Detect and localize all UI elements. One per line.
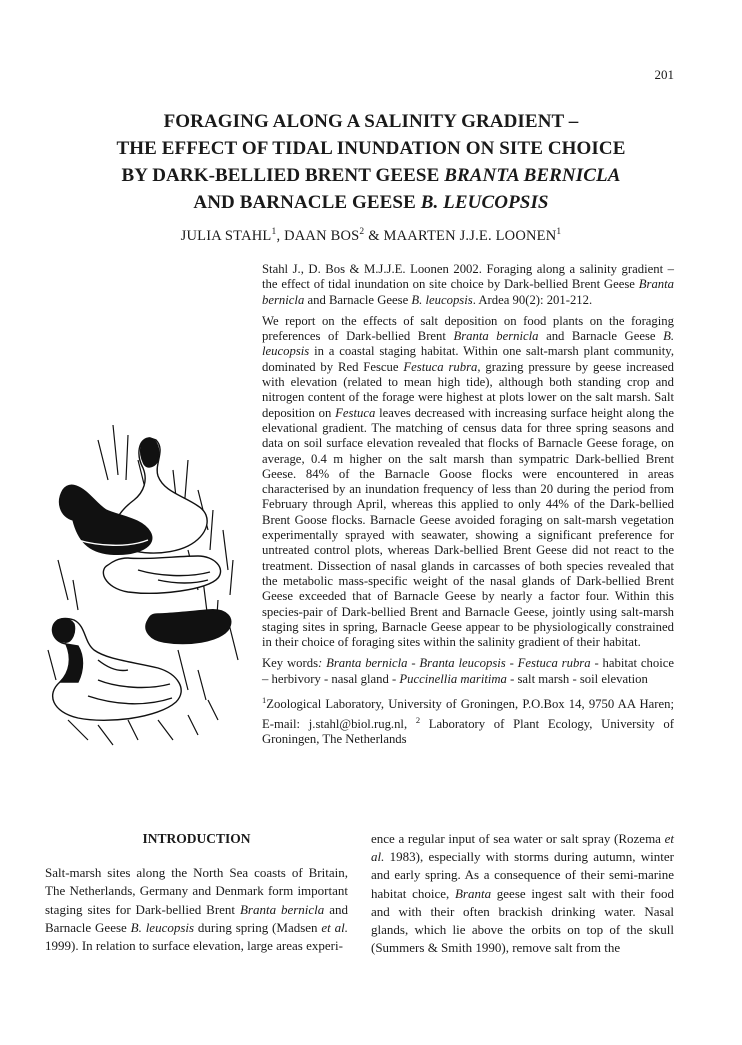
intro-paragraph: Salt-marsh sites along the North Sea coasts of Britain, The Netherlands, Germany and Denmark form important staging sites for Dark-bellied Brent Branta bernicla and Barnacle Geese B. leucopsis during spring (Madsen et al. 1999). In relation to surface elevation, large areas experi- <box>45 865 348 954</box>
intro-right-column <box>371 830 674 957</box>
title-line: FORAGING ALONG A SALINITY GRADIENT – <box>163 111 579 132</box>
author: JULIA STAHL$^1$, <box>180 227 285 244</box>
title-line: BY DARK-BELLIED BRENT GEESE BRANTA BERNICLA <box>121 165 621 186</box>
geese-drawing <box>38 420 268 750</box>
intro-left-column <box>45 830 348 955</box>
author: MAARTEN J.J.E. LOONEN$^1$ <box>383 227 562 244</box>
title-line: THE EFFECT OF TIDAL INUNDATION ON SITE CHOICE <box>116 138 626 159</box>
affiliation: $^1$Zoological Laboratory, University of Groningen, P.O.Box 14, 9750 AA Haren; E-mail: j.stahl@biol.rug.nl, $^2$ Laboratory of Plant Ecology, University of Groningen, The Netherlands <box>262 695 674 747</box>
author-list <box>0 227 742 245</box>
section-heading: INTRODUCTION <box>142 831 251 846</box>
citation: Stahl J., D. Bos & M.J.J.E. Loonen 2002. Foraging along a salinity gradient – the effect of tidal inundation on site choice by Dark-bellied Brent Geese Branta bernicla and Barnacle Geese B. leucopsis. Ardea 90(2): 201-212. <box>262 262 674 307</box>
abstract: We report on the effects of salt deposition on food plants on the foraging preferences of Dark-bellied Brent Branta bernicla and Barnacle Geese B. leucopsis in a coastal staging habitat. Within one salt-marsh plant community, dominated by Red Fescue Festuca rubra, grazing pressure by geese increased with elevation (related to mean high tide), although both standing crop and nitrogen content of the forage were highest at plots lower on the salt marsh. Salt deposition on Festuca leaves decreased with increasing surface height along the elevational gradient. The matching of census data for three spring seasons and data on soil surface elevation revealed that flocks of Barnacle Geese forage, on average, 0.4 m higher on the salt marsh than sympatric Dark-bellied Brent Geese. 84% of the Barnacle Goose flocks were encountered in areas characterised by an inundation frequency of less than 20 during the period from February through April, whereas this applied to only 44% of the Dark-bellied Brent Goose flocks. Barnacle Geese avoided foraging on salt-marsh vegetation experimentally sprayed with seawater, showing a significant preference for untreated control plots, whereas Dark-bellied Brent Geese did not react to the treatment. Dissection of nasal glands in carcasses of both species revealed that the metabolic mass-specific weight of the nasal glands of Dark-bellied Brent Geese exceeded that of Barnacle Geese by nearly a factor four. Within this species-pair of Dark-bellied Brent and Barnacle Geese, jointly using salt-marsh staging sites in spring, Barnacle Geese appear to be physiologically constrained in their choice of foraging sites within the salinity gradient of their habitat. <box>262 313 674 650</box>
article-title <box>0 108 742 216</box>
geese-illustration <box>38 420 268 750</box>
page-number: 201 <box>654 67 674 82</box>
intro-paragraph-continued: ence a regular input of sea water or salt spray (Rozema et al. 1983), especially with storms during autumn, winter and early spring. As a consequence of their semi-marine habitat choice, Branta geese ingest salt with their food and with their often brackish drinking water. Nasal glands, which lie above the orbits on top of the skull (Summers & Smith 1990), remove salt from the <box>371 831 674 956</box>
author: DAAN BOS$^2$ & <box>284 227 384 244</box>
keywords: Key words: Branta bernicla - Branta leucopsis - Festuca rubra - habitat choice – herbivory - nasal gland - Puccinellia maritima - salt marsh - soil elevation <box>262 656 675 686</box>
title-line: AND BARNACLE GEESE B. LEUCOPSIS <box>193 192 549 213</box>
abstract-column <box>262 262 674 747</box>
